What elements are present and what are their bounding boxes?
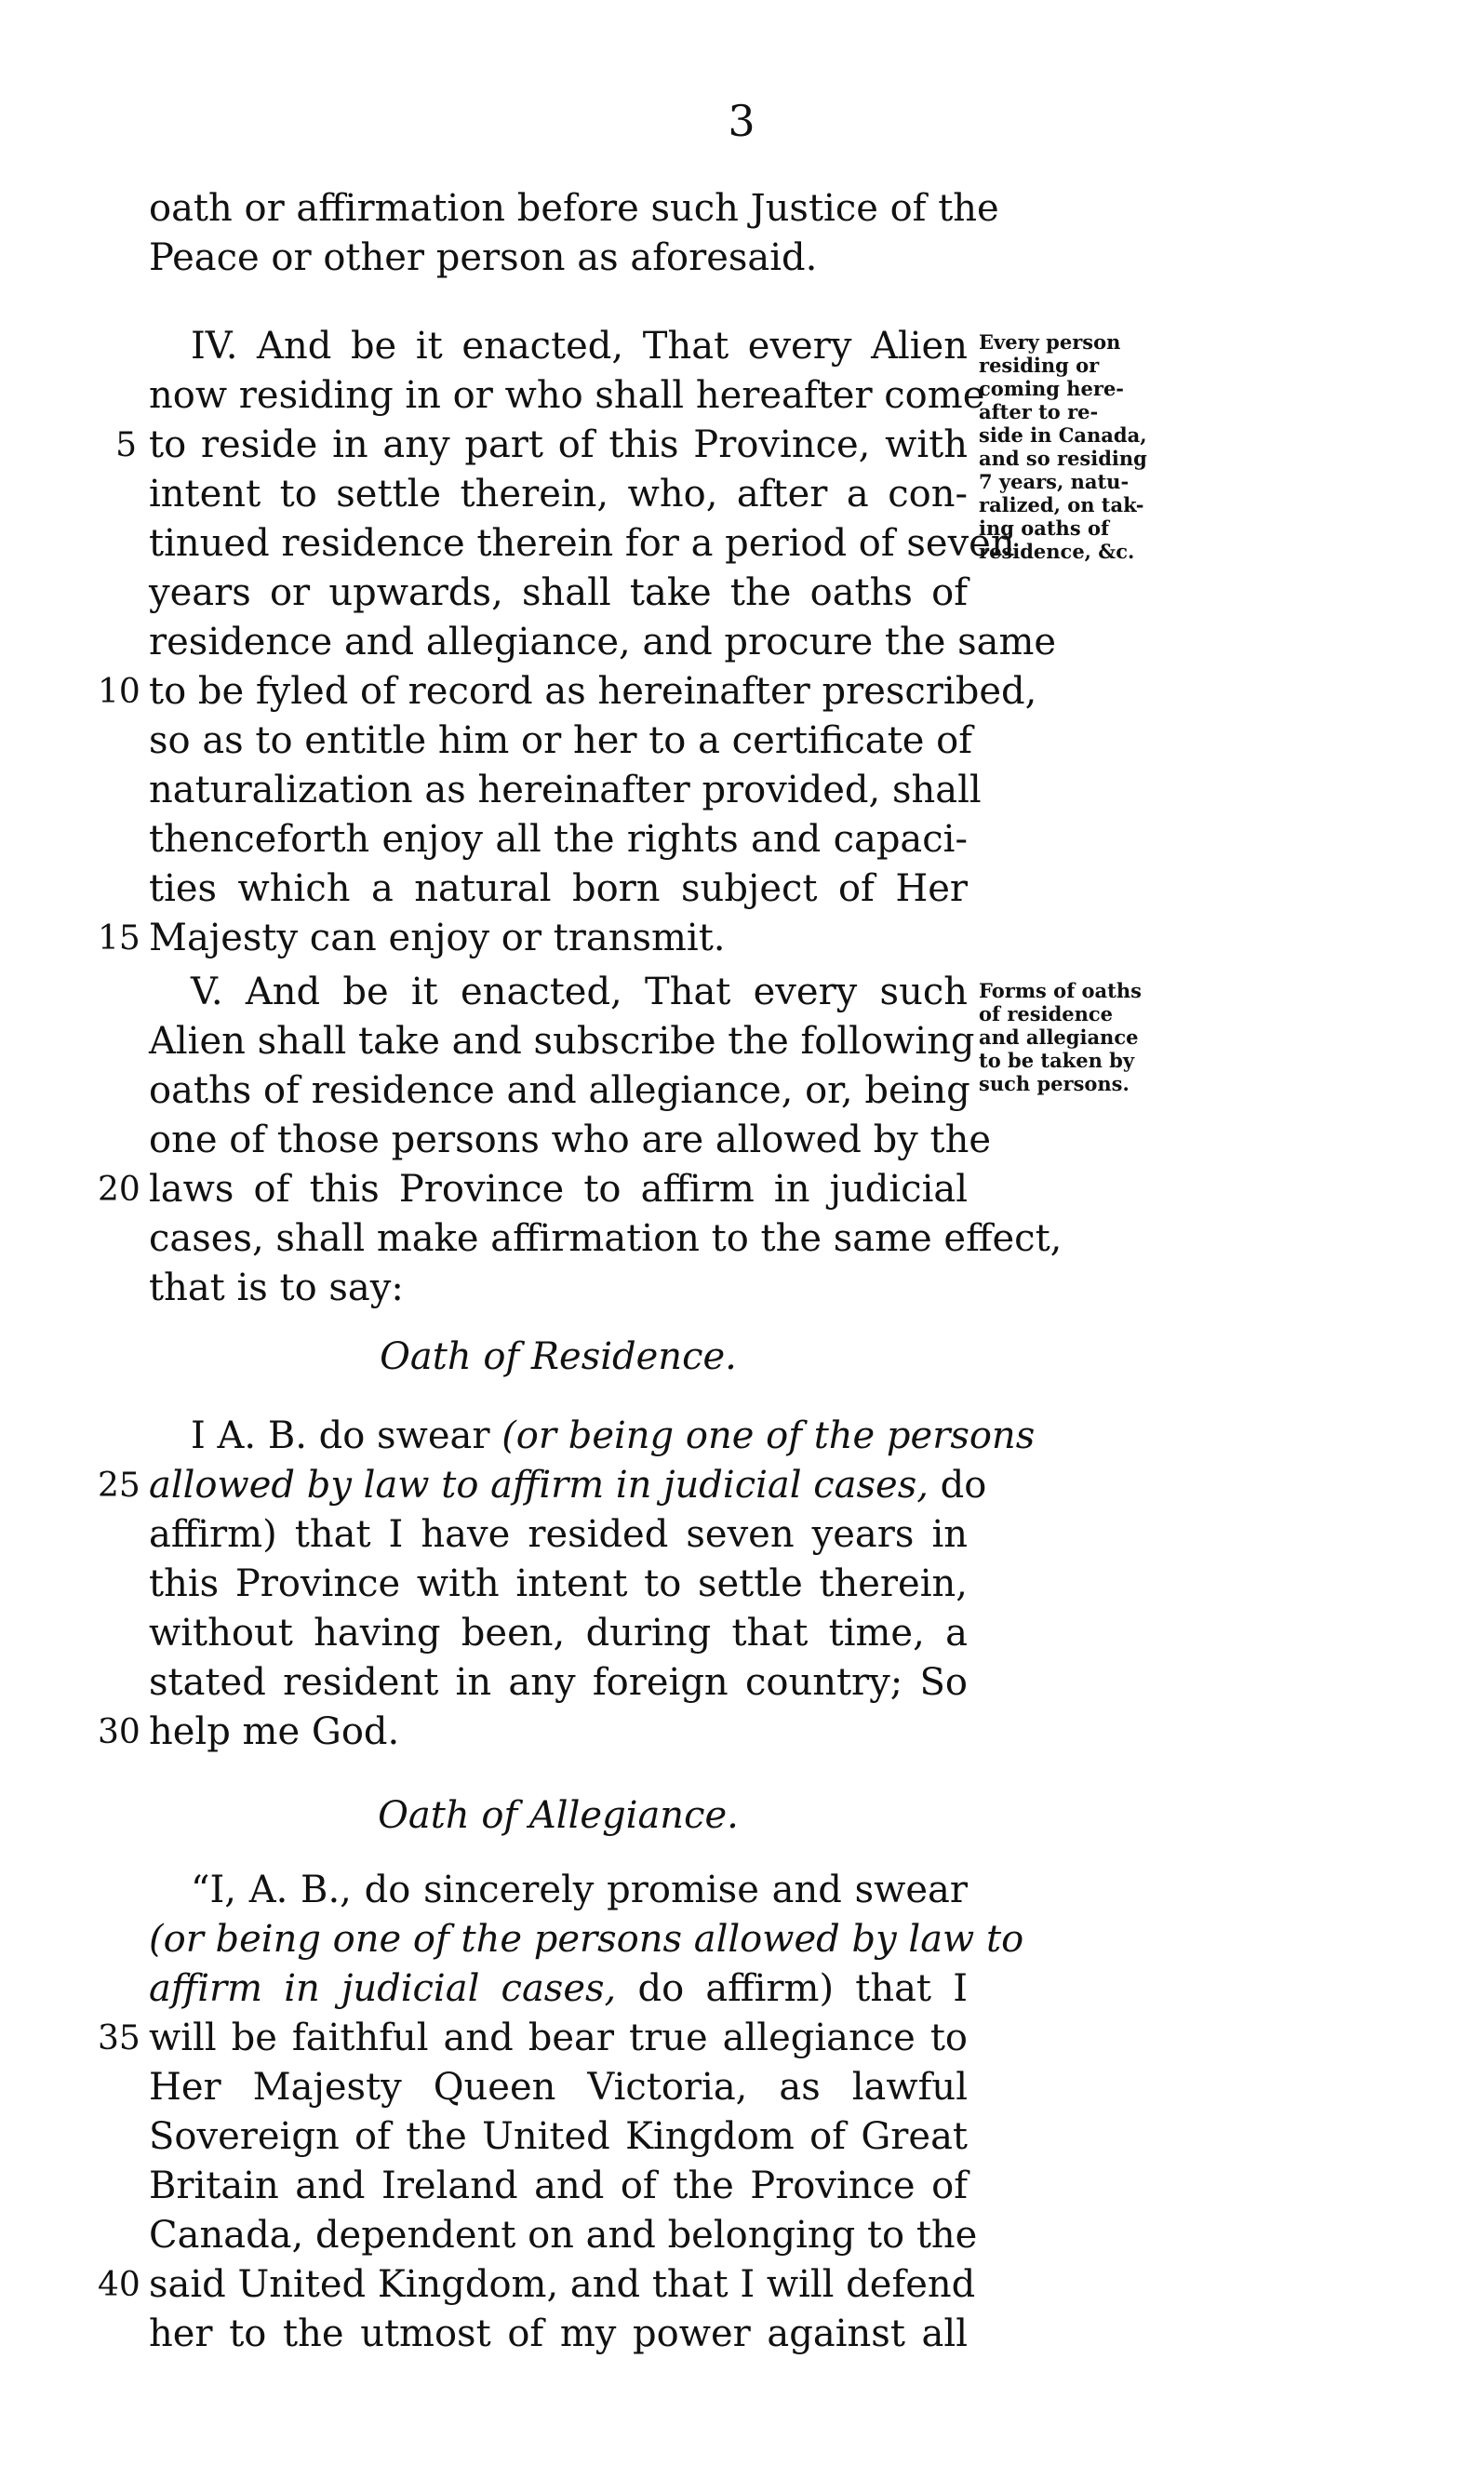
line-number: 35 (98, 2019, 140, 2057)
line-number: 15 (98, 919, 140, 958)
margin-note-v: Forms of oaths of residence and allegiance to be taken by such persons. (979, 979, 1142, 1095)
oath-residence-heading: Oath of Residence. (380, 1335, 737, 1378)
text-line: 15 Majesty can enjoy or transmit. (149, 914, 968, 963)
text-line: (or being one of the persons allowed by law to (149, 1918, 1024, 1961)
text-line: 25 allowed by law to affirm in judicial cases, do (149, 1461, 968, 1510)
text-line: without having been, during that time, a (149, 1612, 968, 1655)
text-line: one of those persons who are allowed by the (149, 1119, 991, 1161)
page-number: 3 (728, 96, 756, 146)
text-line: cases, shall make affirmation to the same effect, (149, 1217, 1063, 1260)
text-line: oath or affirmation before such Justice of the (149, 187, 999, 230)
text-line: 20 laws of this Province to affirm in judicial (149, 1165, 968, 1214)
text-line: stated resident in any foreign country; So (149, 1661, 968, 1704)
text-line: years or upwards, shall take the oaths of (149, 571, 968, 614)
text-line: her to the utmost of my power against all (149, 2312, 968, 2355)
text-line: 10 to be fyled of record as hereinafter prescribed, (149, 667, 968, 717)
text-line: now residing in or who shall hereafter come (149, 374, 985, 417)
text-line: Peace or other person as aforesaid. (149, 236, 818, 279)
text-line: I A. B. do swear (or being one of the persons (191, 1414, 1036, 1457)
text-line: that is to say: (149, 1267, 404, 1309)
text-line: residence and allegiance, and procure the same (149, 621, 1057, 663)
line-number: 5 (115, 426, 137, 464)
text-line: Alien shall take and subscribe the following (149, 1020, 975, 1063)
text-line: “I, A. B., do sincerely promise and swear (191, 1869, 968, 1911)
text-line: IV. And be it enacted, That every Alien (191, 325, 968, 368)
oath-allegiance-heading: Oath of Allegiance. (378, 1794, 739, 1837)
text-line: Britain and Ireland and of the Province of (149, 2164, 968, 2207)
text-line: naturalization as hereinafter provided, shall (149, 769, 982, 811)
text-line: affirm) that I have resided seven years in (149, 1513, 968, 1556)
text-line: intent to settle therein, who, after a con- (149, 473, 968, 516)
line-number: 10 (98, 673, 140, 711)
text-line: so as to entitle him or her to a certificate of (149, 719, 972, 762)
text-line: this Province with intent to settle therein, (149, 1562, 968, 1605)
line-number: 20 (98, 1171, 140, 1209)
section-iv (98, 322, 1057, 963)
oath-allegiance-text (98, 1866, 1024, 2359)
text-line: ties which a natural born subject of Her (149, 867, 968, 910)
paragraph-continuation (149, 184, 999, 283)
oath-residence-text (98, 1412, 1036, 1757)
text-line: tinued residence therein for a period of seven (149, 522, 1015, 565)
text-line: 5 to reside in any part of this Province, with (149, 421, 968, 470)
line-number: 40 (98, 2266, 140, 2304)
text-line: affirm in judicial cases, do affirm) that I (149, 1967, 968, 2010)
text-line: Her Majesty Queen Victoria, as lawful (149, 2066, 968, 2109)
line-number: 25 (98, 1467, 140, 1505)
text-line: Sovereign of the United Kingdom of Great (149, 2115, 968, 2158)
line-number: 30 (98, 1713, 140, 1751)
text-line: 30 help me God. (149, 1708, 968, 1757)
text-line: Canada, dependent on and belonging to the (149, 2214, 978, 2257)
text-line: V. And be it enacted, That every such (191, 971, 968, 1013)
text-line: thenceforth enjoy all the rights and capaci- (149, 818, 968, 861)
margin-note-iv: Every person residing or coming here- after to re- side in Canada, and so residing 7 years, natu- ralized, on tak- ing oaths of residence, &c. (979, 330, 1147, 563)
text-line: 35 will be faithful and bear true allegiance to (149, 2014, 968, 2063)
text-line: 40 said United Kingdom, and that I will defend (149, 2260, 968, 2310)
text-line: oaths of residence and allegiance, or, being (149, 1069, 970, 1112)
